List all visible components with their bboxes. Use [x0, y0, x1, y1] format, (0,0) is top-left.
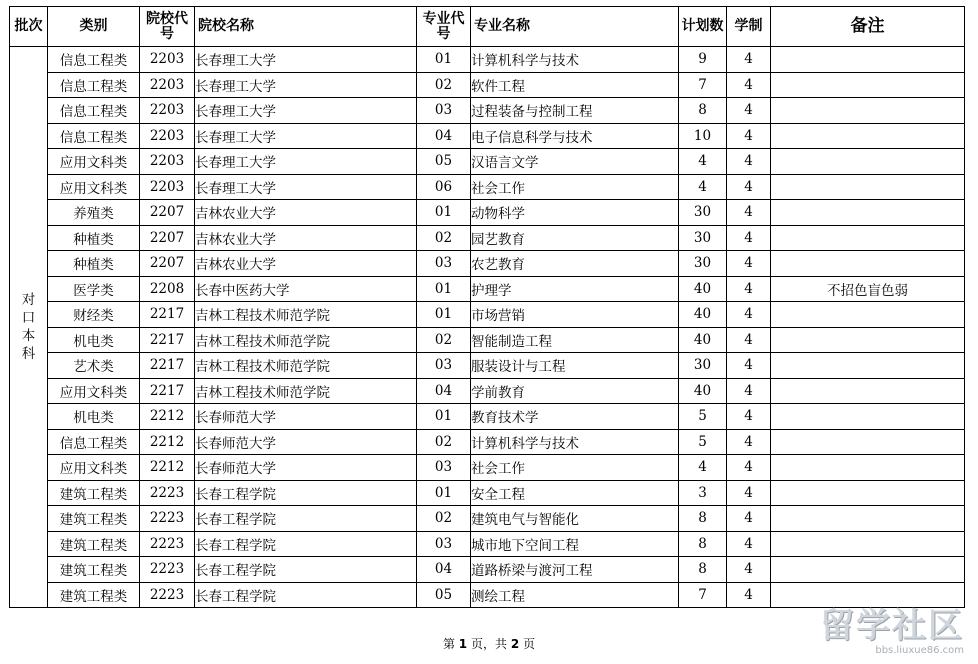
- cell-category: 财经类: [48, 302, 140, 328]
- cell-years: 4: [727, 557, 771, 583]
- cell-plan: 4: [679, 149, 727, 175]
- cell-years: 4: [727, 251, 771, 277]
- cell-major-name: 动物科学: [471, 200, 679, 226]
- cell-school-name: 吉林工程技术师范学院: [195, 353, 417, 379]
- cell-major-name: 社会工作: [471, 174, 679, 200]
- table-row: [10, 378, 965, 404]
- cell-plan: 40: [679, 378, 727, 404]
- cell-years: 4: [727, 47, 771, 73]
- cell-plan: 8: [679, 531, 727, 557]
- cell-school-code: 2203: [140, 174, 195, 200]
- cell-major-code: 01: [417, 302, 471, 328]
- cell-remark: [771, 480, 965, 506]
- cell-remark: [771, 582, 965, 608]
- footer-page-number: 1: [458, 637, 468, 651]
- header-school-code: 院校代号: [140, 7, 195, 47]
- cell-school-name: 吉林工程技术师范学院: [195, 327, 417, 353]
- cell-school-name: 长春师范大学: [195, 455, 417, 481]
- cell-plan: 7: [679, 72, 727, 98]
- cell-major-code: 04: [417, 378, 471, 404]
- cell-major-code: 01: [417, 404, 471, 430]
- cell-school-code: 2223: [140, 557, 195, 583]
- cell-major-code: 06: [417, 174, 471, 200]
- cell-plan: 10: [679, 123, 727, 149]
- cell-school-name: 长春理工大学: [195, 72, 417, 98]
- cell-school-code: 2207: [140, 225, 195, 251]
- cell-major-code: 01: [417, 47, 471, 73]
- cell-category: 应用文科类: [48, 174, 140, 200]
- cell-remark: [771, 531, 965, 557]
- cell-major-name: 社会工作: [471, 455, 679, 481]
- cell-school-code: 2208: [140, 276, 195, 302]
- table-row: [10, 251, 965, 277]
- cell-category: 建筑工程类: [48, 506, 140, 532]
- cell-category: 信息工程类: [48, 123, 140, 149]
- cell-category: 建筑工程类: [48, 557, 140, 583]
- table-row: [10, 506, 965, 532]
- table-row: [10, 98, 965, 124]
- cell-major-code: 02: [417, 327, 471, 353]
- cell-remark: [771, 149, 965, 175]
- cell-major-name: 学前教育: [471, 378, 679, 404]
- cell-category: 机电类: [48, 404, 140, 430]
- cell-major-name: 智能制造工程: [471, 327, 679, 353]
- cell-major-name: 道路桥梁与渡河工程: [471, 557, 679, 583]
- admission-plan-table: [9, 6, 965, 608]
- cell-remark: [771, 302, 965, 328]
- cell-major-code: 04: [417, 557, 471, 583]
- cell-school-code: 2207: [140, 200, 195, 226]
- table-body: [10, 47, 965, 608]
- cell-major-code: 01: [417, 480, 471, 506]
- cell-category: 机电类: [48, 327, 140, 353]
- cell-category: 应用文科类: [48, 378, 140, 404]
- cell-remark: [771, 123, 965, 149]
- cell-category: 信息工程类: [48, 429, 140, 455]
- cell-school-code: 2203: [140, 98, 195, 124]
- cell-school-code: 2207: [140, 251, 195, 277]
- cell-remark: [771, 455, 965, 481]
- cell-years: 4: [727, 582, 771, 608]
- cell-school-code: 2203: [140, 72, 195, 98]
- cell-remark: [771, 327, 965, 353]
- cell-major-name: 园艺教育: [471, 225, 679, 251]
- header-remark: 备注: [771, 7, 965, 47]
- table-row: [10, 123, 965, 149]
- cell-school-code: 2203: [140, 123, 195, 149]
- cell-remark: [771, 353, 965, 379]
- cell-school-name: 长春理工大学: [195, 174, 417, 200]
- cell-plan: 8: [679, 557, 727, 583]
- cell-major-code: 05: [417, 149, 471, 175]
- cell-school-name: 长春师范大学: [195, 404, 417, 430]
- cell-major-name: 教育技术学: [471, 404, 679, 430]
- cell-school-name: 长春工程学院: [195, 582, 417, 608]
- footer-mid: 页，共: [470, 637, 507, 651]
- cell-category: 养殖类: [48, 200, 140, 226]
- cell-plan: 4: [679, 174, 727, 200]
- cell-major-name: 市场营销: [471, 302, 679, 328]
- table-row: [10, 327, 965, 353]
- cell-years: 4: [727, 480, 771, 506]
- cell-school-code: 2223: [140, 480, 195, 506]
- table-row: [10, 557, 965, 583]
- cell-category: 建筑工程类: [48, 480, 140, 506]
- table-row: [10, 404, 965, 430]
- cell-plan: 7: [679, 582, 727, 608]
- cell-school-name: 长春师范大学: [195, 429, 417, 455]
- cell-major-code: 03: [417, 98, 471, 124]
- cell-remark: [771, 429, 965, 455]
- table-row: [10, 353, 965, 379]
- cell-plan: 30: [679, 200, 727, 226]
- cell-plan: 3: [679, 480, 727, 506]
- cell-school-name: 长春理工大学: [195, 98, 417, 124]
- cell-years: 4: [727, 72, 771, 98]
- cell-remark: [771, 174, 965, 200]
- cell-school-code: 2212: [140, 404, 195, 430]
- cell-school-name: 长春工程学院: [195, 531, 417, 557]
- cell-years: 4: [727, 531, 771, 557]
- header-major-name: 专业名称: [471, 7, 679, 47]
- cell-category: 信息工程类: [48, 98, 140, 124]
- header-batch: 批次: [10, 7, 48, 47]
- cell-major-code: 02: [417, 225, 471, 251]
- cell-plan: 5: [679, 429, 727, 455]
- cell-school-name: 吉林农业大学: [195, 251, 417, 277]
- cell-plan: 4: [679, 455, 727, 481]
- table-row: [10, 149, 965, 175]
- cell-remark: [771, 404, 965, 430]
- table-row: [10, 200, 965, 226]
- table-row: [10, 47, 965, 73]
- cell-major-name: 城市地下空间工程: [471, 531, 679, 557]
- cell-plan: 8: [679, 98, 727, 124]
- cell-remark: 不招色盲色弱: [771, 276, 965, 302]
- cell-major-name: 农艺教育: [471, 251, 679, 277]
- cell-remark: [771, 225, 965, 251]
- cell-school-name: 长春工程学院: [195, 480, 417, 506]
- cell-category: 医学类: [48, 276, 140, 302]
- cell-years: 4: [727, 174, 771, 200]
- cell-plan: 40: [679, 276, 727, 302]
- cell-major-code: 05: [417, 582, 471, 608]
- cell-remark: [771, 98, 965, 124]
- cell-major-name: 测绘工程: [471, 582, 679, 608]
- table-row: [10, 455, 965, 481]
- header-years: 学制: [727, 7, 771, 47]
- cell-school-code: 2217: [140, 302, 195, 328]
- cell-school-name: 长春理工大学: [195, 47, 417, 73]
- cell-remark: [771, 200, 965, 226]
- cell-years: 4: [727, 353, 771, 379]
- cell-remark: [771, 251, 965, 277]
- cell-plan: 30: [679, 225, 727, 251]
- cell-plan: 30: [679, 251, 727, 277]
- cell-school-name: 长春中医药大学: [195, 276, 417, 302]
- cell-years: 4: [727, 276, 771, 302]
- cell-major-code: 02: [417, 72, 471, 98]
- cell-remark: [771, 47, 965, 73]
- cell-school-name: 长春工程学院: [195, 506, 417, 532]
- cell-major-code: 03: [417, 455, 471, 481]
- table-row: [10, 302, 965, 328]
- cell-school-name: 吉林农业大学: [195, 225, 417, 251]
- table-row: [10, 531, 965, 557]
- cell-years: 4: [727, 429, 771, 455]
- cell-major-code: 03: [417, 251, 471, 277]
- cell-category: 建筑工程类: [48, 582, 140, 608]
- table-row: [10, 480, 965, 506]
- cell-school-name: 长春理工大学: [195, 149, 417, 175]
- header-plan: 计划数: [679, 7, 727, 47]
- cell-years: 4: [727, 149, 771, 175]
- cell-major-code: 03: [417, 531, 471, 557]
- header-category: 类别: [48, 7, 140, 47]
- cell-major-code: 03: [417, 353, 471, 379]
- cell-major-name: 过程装备与控制工程: [471, 98, 679, 124]
- cell-school-name: 长春工程学院: [195, 557, 417, 583]
- cell-plan: 30: [679, 353, 727, 379]
- cell-years: 4: [727, 98, 771, 124]
- cell-school-code: 2223: [140, 531, 195, 557]
- cell-category: 应用文科类: [48, 149, 140, 175]
- header-school-name: 院校名称: [195, 7, 417, 47]
- cell-category: 建筑工程类: [48, 531, 140, 557]
- cell-plan: 5: [679, 404, 727, 430]
- cell-category: 信息工程类: [48, 47, 140, 73]
- watermark-logo-text: 留学社区: [820, 606, 964, 646]
- cell-category: 应用文科类: [48, 455, 140, 481]
- cell-plan: 40: [679, 302, 727, 328]
- cell-school-code: 2217: [140, 353, 195, 379]
- cell-major-name: 建筑电气与智能化: [471, 506, 679, 532]
- footer-suffix: 页: [523, 637, 536, 651]
- cell-category: 艺术类: [48, 353, 140, 379]
- cell-school-code: 2203: [140, 149, 195, 175]
- table-row: [10, 429, 965, 455]
- cell-major-code: 02: [417, 429, 471, 455]
- cell-plan: 9: [679, 47, 727, 73]
- cell-major-code: 02: [417, 506, 471, 532]
- cell-school-name: 吉林农业大学: [195, 200, 417, 226]
- cell-school-code: 2217: [140, 327, 195, 353]
- cell-school-code: 2203: [140, 47, 195, 73]
- table-header-row: [10, 7, 965, 47]
- cell-remark: [771, 506, 965, 532]
- cell-school-name: 长春理工大学: [195, 123, 417, 149]
- cell-school-name: 吉林工程技术师范学院: [195, 378, 417, 404]
- cell-plan: 8: [679, 506, 727, 532]
- table-row: [10, 276, 965, 302]
- cell-years: 4: [727, 302, 771, 328]
- header-major-code: 专业代号: [417, 7, 471, 47]
- cell-years: 4: [727, 455, 771, 481]
- cell-major-code: 01: [417, 276, 471, 302]
- cell-school-code: 2212: [140, 455, 195, 481]
- footer-total-pages: 2: [510, 637, 520, 651]
- cell-major-name: 安全工程: [471, 480, 679, 506]
- cell-category: 种植类: [48, 251, 140, 277]
- cell-batch: 对 口 本 科: [10, 47, 48, 608]
- cell-remark: [771, 378, 965, 404]
- cell-remark: [771, 72, 965, 98]
- cell-years: 4: [727, 225, 771, 251]
- cell-major-code: 04: [417, 123, 471, 149]
- footer-prefix: 第: [442, 637, 455, 651]
- cell-school-name: 吉林工程技术师范学院: [195, 302, 417, 328]
- cell-years: 4: [727, 404, 771, 430]
- cell-years: 4: [727, 506, 771, 532]
- table-row: [10, 174, 965, 200]
- cell-major-name: 服装设计与工程: [471, 353, 679, 379]
- cell-major-name: 计算机科学与技术: [471, 47, 679, 73]
- cell-school-code: 2217: [140, 378, 195, 404]
- table-row: [10, 225, 965, 251]
- watermark-logo: [820, 606, 964, 656]
- cell-years: 4: [727, 123, 771, 149]
- cell-remark: [771, 557, 965, 583]
- cell-years: 4: [727, 378, 771, 404]
- cell-years: 4: [727, 327, 771, 353]
- cell-school-code: 2223: [140, 582, 195, 608]
- cell-major-code: 01: [417, 200, 471, 226]
- cell-years: 4: [727, 200, 771, 226]
- watermark-url: bbs.liuxue86.com: [875, 645, 964, 656]
- table-row: [10, 582, 965, 608]
- cell-major-name: 电子信息科学与技术: [471, 123, 679, 149]
- cell-category: 信息工程类: [48, 72, 140, 98]
- cell-school-code: 2212: [140, 429, 195, 455]
- cell-school-code: 2223: [140, 506, 195, 532]
- cell-major-name: 计算机科学与技术: [471, 429, 679, 455]
- cell-major-name: 软件工程: [471, 72, 679, 98]
- cell-plan: 40: [679, 327, 727, 353]
- cell-major-name: 护理学: [471, 276, 679, 302]
- table-row: [10, 72, 965, 98]
- cell-category: 种植类: [48, 225, 140, 251]
- cell-major-name: 汉语言文学: [471, 149, 679, 175]
